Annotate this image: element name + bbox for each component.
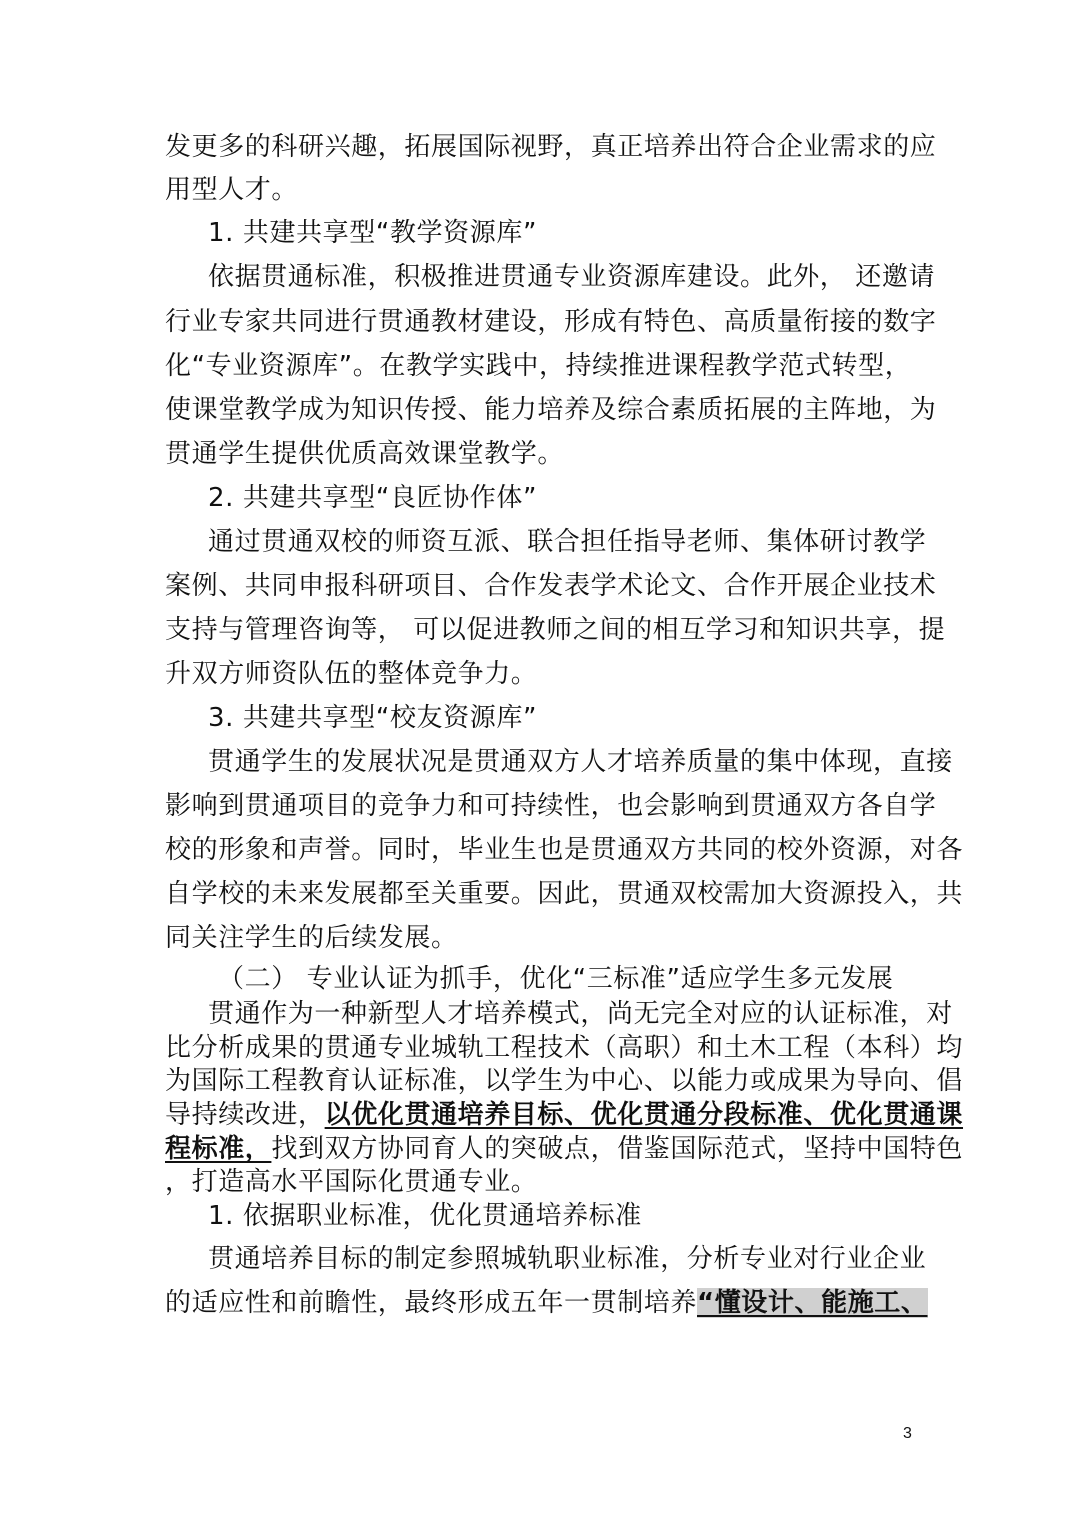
text-line: 校的形象和声誉。同时，毕业生也是贯通双方共同的校外资源，对各 (165, 835, 964, 865)
text-line: 贯通学生提供优质高效课堂教学。 (165, 439, 565, 469)
text-line: 依据贯通标准，积极推进贯通专业资源库建设。此外， 还邀请 (208, 262, 936, 292)
text-line: 使课堂教学成为知识传授、能力培养及综合素质拓展的主阵地，为 (165, 395, 937, 425)
text-line (165, 1099, 964, 1131)
section-heading: 1. 共建共享型“教学资源库” (208, 218, 538, 248)
text-run: 的适应性和前瞻性，最终形成五年一贯制培养 (165, 1288, 698, 1318)
highlighted-text: “懂设计、能施工、 (697, 1288, 928, 1318)
text-line: 比分析成果的贯通专业城轨工程技术（高职）和土木工程（本科）均 (165, 1033, 964, 1063)
section-heading: 2. 共建共享型“良匠协作体” (208, 483, 538, 513)
section-heading: 1. 依据职业标准，优化贯通培养标准 (208, 1201, 642, 1231)
page-number: 3 (903, 1425, 912, 1442)
text-line: 化“专业资源库”。在教学实践中，持续推进课程教学范式转型， (165, 351, 912, 381)
text-run: 找到双方协同育人的突破点，借鉴国际范式，坚持中国特色 (271, 1134, 964, 1164)
text-line: 通过贯通双校的师资互派、联合担任指导老师、集体研讨教学 (208, 527, 927, 557)
emphasis-text: 程标准， (165, 1134, 272, 1164)
text-line: 同关注学生的后续发展。 (165, 923, 458, 953)
text-line: 行业专家共同进行贯通教材建设，形成有特色、高质量衔接的数字 (165, 307, 937, 337)
text-line: 升双方师资队伍的整体竞争力。 (165, 659, 538, 689)
text-line: 支持与管理咨询等， 可以促进教师之间的相互学习和知识共享，提 (165, 615, 946, 645)
text-line: ，打造高水平国际化贯通专业。 (165, 1167, 538, 1197)
emphasis-text: 以优化贯通培养目标、优化贯通分段标准、优化贯通课 (324, 1100, 964, 1130)
text-line: 案例、共同申报科研项目、合作发表学术论文、合作开展企业技术 (165, 571, 937, 601)
text-line: 贯通作为一种新型人才培养模式，尚无完全对应的认证标准，对 (208, 999, 953, 1029)
text-line: 自学校的未来发展都至关重要。因此，贯通双校需加大资源投入，共 (165, 879, 964, 909)
section-heading: 3. 共建共享型“校友资源库” (208, 703, 538, 733)
subsection-heading: （二） 专业认证为抓手，优化“三标准”适应学生多元发展 (218, 964, 894, 994)
text-line: 为国际工程教育认证标准，以学生为中心、以能力或成果为导向、倡 (165, 1066, 964, 1096)
text-line (165, 1133, 964, 1165)
text-line: 用型人才。 (165, 175, 299, 205)
text-line: 贯通学生的发展状况是贯通双方人才培养质量的集中体现，直接 (208, 747, 953, 777)
text-line: 影响到贯通项目的竞争力和可持续性，也会影响到贯通双方各自学 (165, 791, 937, 821)
text-line: 贯通培养目标的制定参照城轨职业标准，分析专业对行业企业 (208, 1244, 927, 1274)
text-line (165, 1287, 928, 1319)
text-line: 发更多的科研兴趣，拓展国际视野，真正培养出符合企业需求的应 (165, 132, 937, 162)
text-run: 导持续改进， (165, 1100, 325, 1130)
